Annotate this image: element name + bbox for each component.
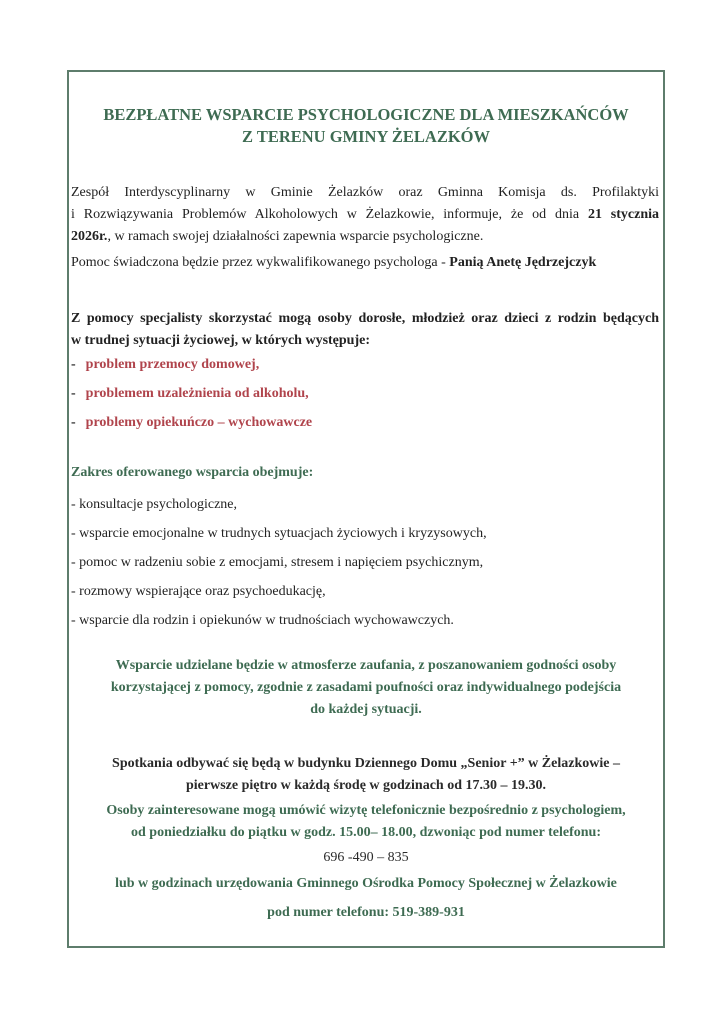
scope-item: - konsultacje psychologiczne, xyxy=(71,497,238,512)
notice-title xyxy=(69,104,663,148)
contact-info: Osoby zainteresowane mogą umówić wizytę telefonicznie bezpośrednio z psychologiem, od poniedziałku do piątku w godz. 15.00– 18.00, dzwoniąc pod numer telefonu: xyxy=(106,803,626,840)
title-line-1: BEZPŁATNE WSPARCIE PSYCHOLOGICZNE DLA MIESZKAŃCÓW xyxy=(103,105,629,124)
title-line-2: Z TERENU GMINY ŻELAZKÓW xyxy=(242,127,490,146)
intro-paragraph xyxy=(71,182,659,248)
notice-frame xyxy=(67,70,665,948)
scope-item: - rozmowy wspierające oraz psychoedukację, xyxy=(71,584,326,599)
eligibility-paragraph xyxy=(71,308,659,352)
problem-list xyxy=(71,350,659,437)
intro-line-2-text: i Rozwiązywania Problemów Alkoholowych w Żelazkowie, informuje, że od dnia xyxy=(71,207,588,222)
start-date-part-2: 2026r. xyxy=(71,229,108,244)
start-date-part-1: 21 stycznia xyxy=(587,207,660,222)
eligibility-line-1: Z pomocy specjalisty skorzystać mogą osoby dorosłe, młodzież oraz dzieci z rodzin będących xyxy=(71,311,659,326)
meeting-info: Spotkania odbywać się będą w budynku Dziennego Domu „Senior +” w Żelazkowie – pierwsze piętro w każdą środę w godzinach od 17.30 – 19.30. xyxy=(112,756,620,793)
problem-item: - problem przemocy domowej, xyxy=(71,357,260,372)
problem-item: - problemem uzależnienia od alkoholu, xyxy=(71,386,309,401)
scope-list xyxy=(71,490,659,635)
support-note: Wsparcie udzielane będzie w atmosferze zaufania, z poszanowaniem godności osoby korzystającej z pomocy, zgodnie z zasadami poufności oraz indywidualnego podejścia do każdej sytuacji. xyxy=(110,658,622,717)
scope-heading: Zakres oferowanego wsparcia obejmuje: xyxy=(71,465,314,480)
ops-phone: pod numer telefonu: 519-389-931 xyxy=(267,905,465,920)
intro-line-1: Zespół Interdyscyplinarny w Gminie Żelazków oraz Gminna Komisja ds. Profilaktyki xyxy=(71,185,659,200)
problem-item: - problemy opiekuńczo – wychowawcze xyxy=(71,415,313,430)
scope-item: - wsparcie dla rodzin i opiekunów w trudnościach wychowawczych. xyxy=(71,613,454,628)
intro-line-3 xyxy=(71,226,659,248)
provider-text: Pomoc świadczona będzie przez wykwalifikowanego psychologa - xyxy=(71,255,450,270)
provider-paragraph xyxy=(71,252,659,274)
intro-line-2 xyxy=(71,204,659,226)
scope-item: - wsparcie emocjonalne w trudnych sytuacjach życiowych i kryzysowych, xyxy=(71,526,487,541)
scope-item: - pomoc w radzeniu sobie z emocjami, stresem i napięciem psychicznym, xyxy=(71,555,484,570)
psychologist-phone: 696 -490 – 835 xyxy=(323,850,409,865)
psychologist-name: Panią Anetę Jędrzejczyk xyxy=(449,255,597,270)
ops-info: lub w godzinach urzędowania Gminnego Ośrodka Pomocy Społecznej w Żelazkowie xyxy=(115,876,617,891)
eligibility-line-2: w trudnej sytuacji życiowej, w których występuje: xyxy=(71,333,371,348)
intro-line-3-text: , w ramach swojej działalności zapewnia wsparcie psychologiczne. xyxy=(107,229,484,244)
